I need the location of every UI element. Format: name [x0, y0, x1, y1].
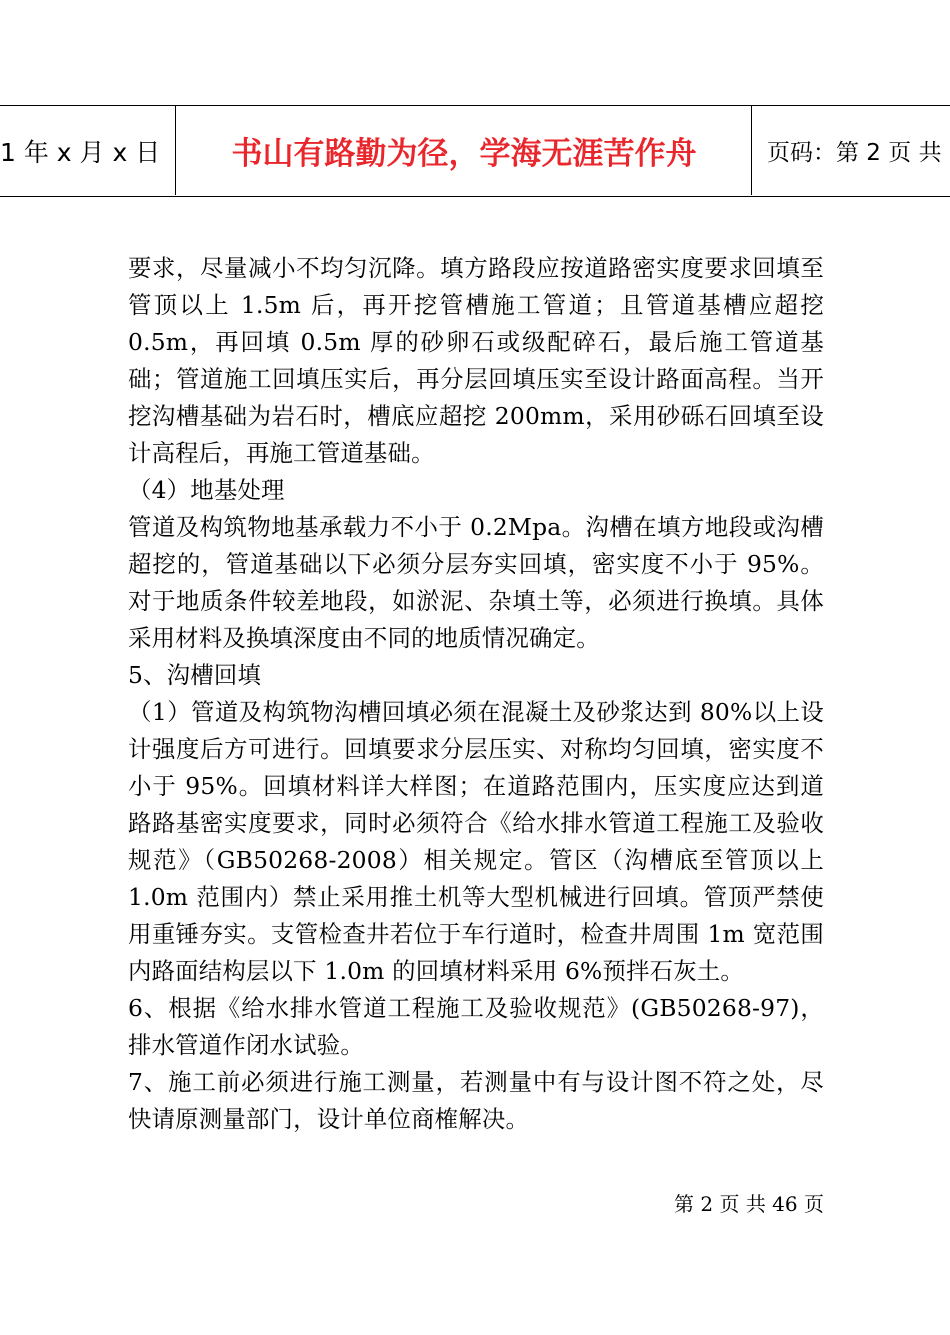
header-page-info: 页码：第 2 页 共 — [767, 140, 942, 166]
header-motto: 书山有路勤为径，学海无涯苦作舟 — [177, 106, 752, 195]
document-body — [128, 250, 824, 1138]
page-footer: 第 2 页 共 46 页 — [674, 1192, 824, 1216]
page-header — [0, 105, 950, 197]
paragraph-foundation-requirements: 要求，尽量减小不均匀沉降。填方路段应按道路密实度要求回填至管顶以上 1.5m 后，再开挖管槽施工管道；且管道基槽应超挖 0.5m，再回填 0.5m 厚的砂卵石或级配碎石，最后施工管道基础；管道施工回填压实后，再分层回填压实至设计路面高程。当开挖沟槽基础为岩石时，槽底应超挖 200mm，采用砂砾石回填至设计高程后，再施工管道基础。 — [128, 254, 824, 467]
heading-foundation-treatment: （4）地基处理 — [128, 476, 285, 504]
heading-trench-backfill: 5、沟槽回填 — [128, 661, 262, 689]
paragraph-construction-survey: 7、施工前必须进行施工测量，若测量中有与设计图不符之处，尽快请原测量部门，设计单位商榷解决。 — [128, 1068, 824, 1133]
paragraph-foundation-treatment: 管道及构筑物地基承载力不小于 0.2Mpa。沟槽在填方地段或沟槽超挖的，管道基础以下必须分层夯实回填，密实度不小于 95%。对于地质条件较差地段，如淤泥、杂填土等，必须进行换填。具体采用材料及换填深度由不同的地质情况确定。 — [128, 513, 824, 652]
header-date: 1 年 x 月 x 日 — [0, 106, 176, 195]
paragraph-trench-backfill: （1）管道及构筑物沟槽回填必须在混凝土及砂浆达到 80%以上设计强度后方可进行。回填要求分层压实、对称均匀回填，密实度不小于 95%。回填材料详大样图；在道路范围内，压实度应达到道路路基密实度要求，同时必须符合《给水排水管道工程施工及验收规范》（GB50268-2008）相关规定。管区（沟槽底至管顶以上 1.0m 范围内）禁止采用推土机等大型机械进行回填。管顶严禁使用重锤夯实。支管检查井若位于车行道时，检查井周围 1m 宽范围内路面结构层以下 1.0m 的回填材料采用 6%预拌石灰土。 — [128, 698, 824, 985]
paragraph-closed-water-test: 6、根据《给水排水管道工程施工及验收规范》(GB50268-97)，排水管道作闭水试验。 — [128, 994, 824, 1059]
